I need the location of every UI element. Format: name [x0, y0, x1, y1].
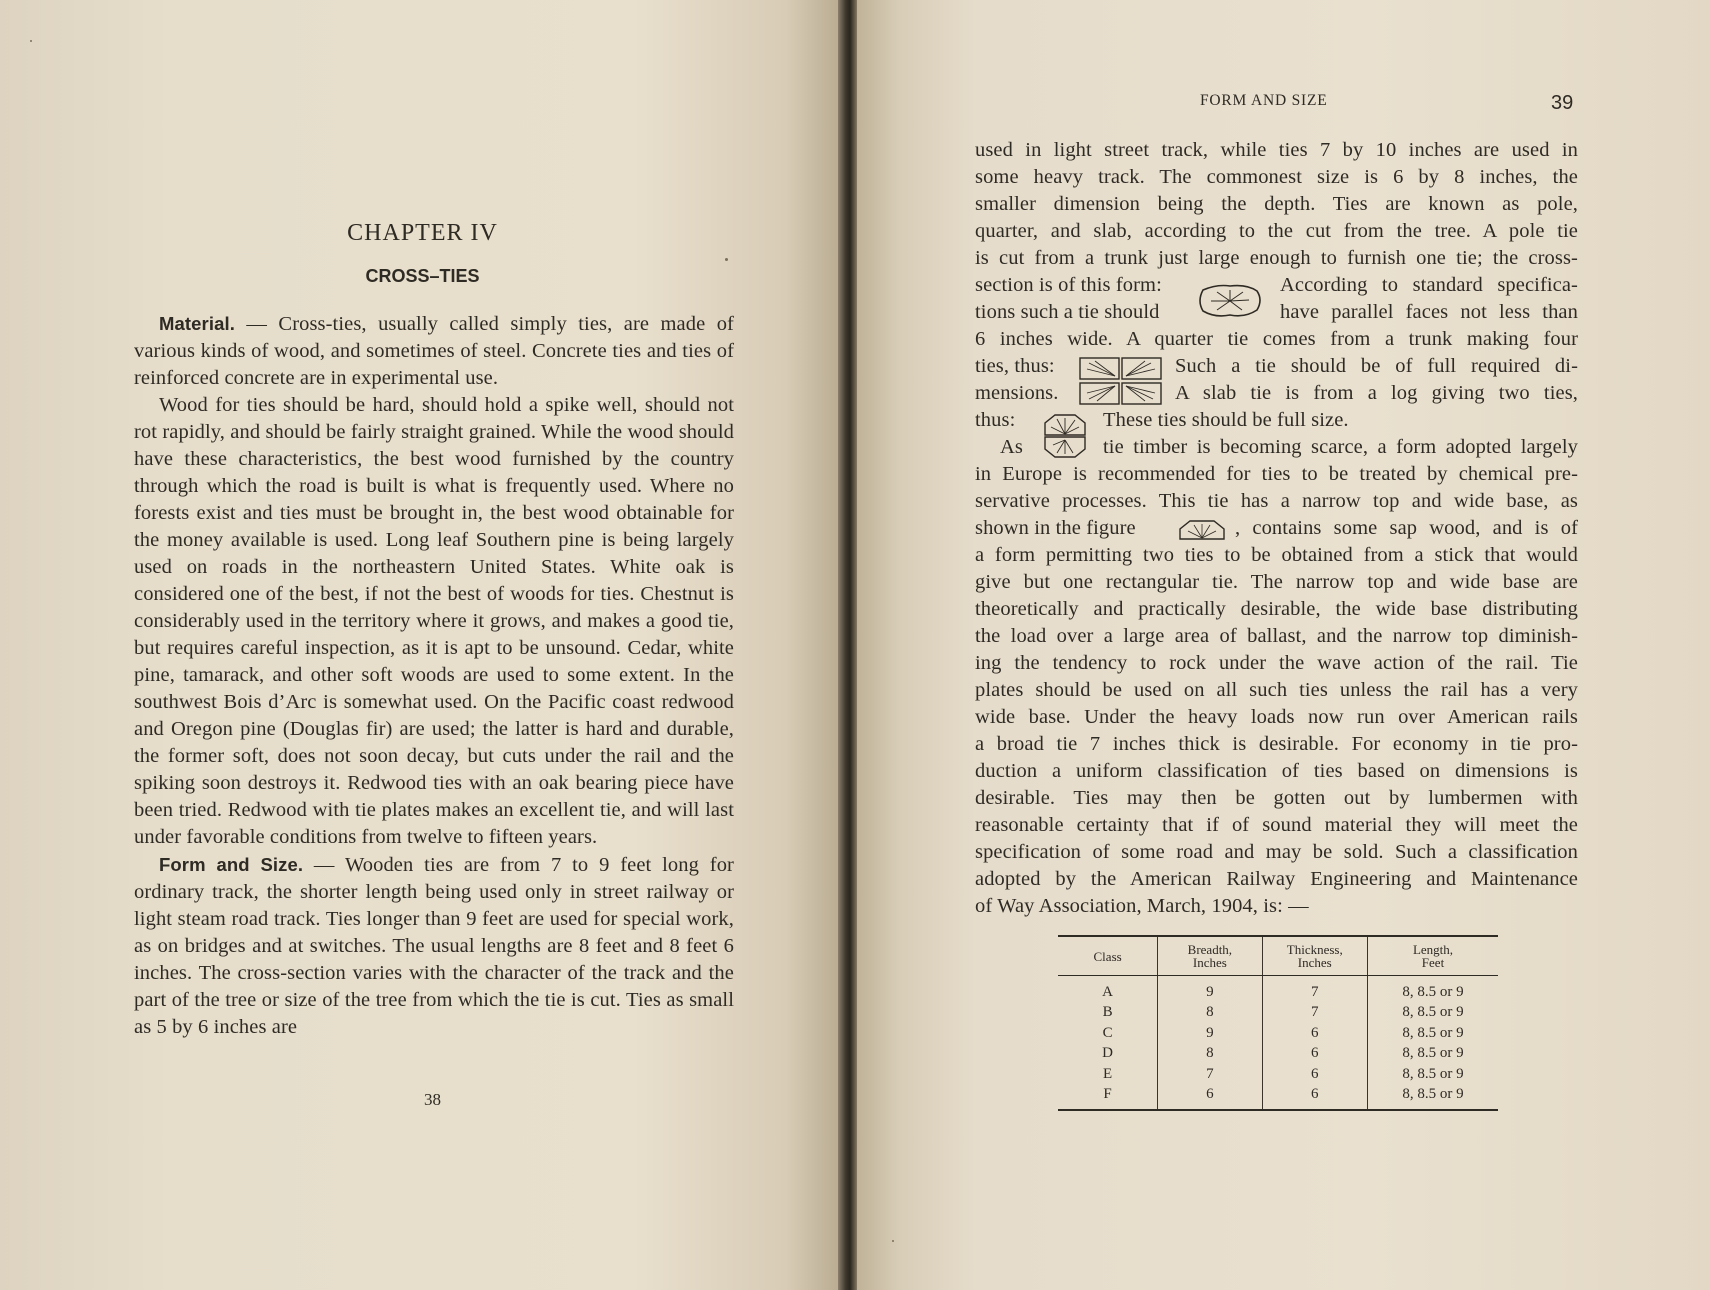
- text-line: some heavy track. The commonest size is 6 by 8 inches, the: [975, 166, 1578, 188]
- column-header-thickness: Thickness, Inches: [1262, 936, 1367, 976]
- right-body-text: [975, 137, 1578, 920]
- text-line: According to standard specifica-: [1280, 274, 1578, 296]
- cell-class: E: [1103, 1065, 1113, 1082]
- text-line: tie timber is becoming scarce, a form adopted largely: [1103, 436, 1578, 458]
- paragraph-wood: Wood for ties should be hard, should hold a spike well, should not rot rapidly, and should be fairly straight grained. While the wood should have these characteristics, the best wood furnished by the country through which the road is built is what is frequently used. Where no forests exist and ties must be brought in, the best wood obtainable for the money available is used. Long leaf Southern pine is being largely used on roads in the northeastern United States. White oak is considered one of the best, if not the best of woods for ties. Chestnut is considerably used in the territory where it grows, and makes a good tie, but requires careful inspection, as it is apt to be unsound. Cedar, white pine, tamarack, and other soft woods are used to some extent. In the southwest Bois d’Arc is somewhat used. On the Pacific coast redwood and Oregon pine (Douglas fir) are used; the latter is hard and durable, the former soft, does not soon decay, but cuts under the rail and the spiking soon destroys it. Redwood ties with an oak bearing piece have been tried. Redwood with tie plates makes an excellent tie, and will last under favorable conditions from twelve to fifteen years.: [134, 394, 734, 848]
- table-row: [1058, 1064, 1498, 1085]
- cell-breadth: 8: [1158, 1003, 1262, 1024]
- cell-class: B: [1102, 1004, 1113, 1021]
- running-head: FORM AND SIZE: [1200, 92, 1328, 109]
- quarter-tie-cross-section-icon: [1079, 357, 1163, 405]
- text-line: quarter, and slab, according to the cut from the tree. A pole tie: [975, 220, 1578, 242]
- table-row: [1058, 976, 1498, 1003]
- cell-length: 8, 8.5 or 9: [1367, 1044, 1498, 1065]
- paragraph-material: [134, 310, 734, 392]
- left-body-text: [134, 310, 734, 1041]
- quarter-tie-block: [975, 353, 1578, 407]
- table-row: [1058, 1023, 1498, 1044]
- paragraph-lead: Material.: [159, 313, 235, 334]
- column-header-breadth: Breadth, Inches: [1158, 936, 1262, 976]
- text-line: a form permitting two ties to be obtained from a stick that would: [975, 544, 1578, 566]
- text-line: adopted by the American Railway Engineering and Maintenance: [975, 868, 1578, 890]
- paragraph-form-and-size: [134, 851, 734, 1041]
- text-line: in Europe is recommended for ties to be treated by chemical pre-: [975, 463, 1578, 485]
- cell-length: 8, 8.5 or 9: [1367, 1085, 1498, 1111]
- text-line: duction a uniform classification of ties based on dimensions is: [975, 760, 1578, 782]
- chapter-title: CHAPTER IV: [347, 220, 498, 246]
- paragraph-lead: Form and Size.: [159, 854, 304, 875]
- text-line: the load over a large area of ballast, and the narrow top diminish-: [975, 625, 1578, 647]
- text-line: desirable. Ties may then be gotten out by lumbermen with: [975, 787, 1578, 809]
- text-line: , contains some sap wood, and is of: [1235, 517, 1578, 539]
- text-line: plates should be used on all such ties unless the rail has a very: [975, 679, 1578, 701]
- table-row: [1058, 1085, 1498, 1111]
- european-tie-line: [975, 515, 1578, 542]
- text-line: A slab tie is from a log giving two ties,: [1175, 382, 1578, 404]
- cell-breadth: 9: [1158, 1023, 1262, 1044]
- page-number-left: 38: [424, 1090, 441, 1109]
- column-header-class: Class: [1058, 936, 1158, 976]
- cell-class: A: [1102, 983, 1114, 1000]
- text-line: give but one rectangular tie. The narrow top and wide base are: [975, 571, 1578, 593]
- column-header-length: Length, Feet: [1367, 936, 1498, 976]
- cell-thickness: 7: [1262, 976, 1367, 1003]
- pole-tie-cross-section-icon: [1197, 282, 1263, 320]
- text-line: These ties should be full size.: [1103, 409, 1349, 431]
- slab-tie-cross-section-icon: [1043, 413, 1087, 459]
- cell-breadth: 6: [1158, 1085, 1262, 1111]
- text-line: As: [1000, 436, 1023, 458]
- cell-breadth: 8: [1158, 1044, 1262, 1065]
- text-line: a broad tie 7 inches thick is desirable. For economy in tie pro-: [975, 733, 1578, 755]
- text-line: shown in the figure: [975, 517, 1136, 539]
- text-line: ing the tendency to rock under the wave action of the rail. Tie: [975, 652, 1578, 674]
- text-line: theoretically and practically desirable, the wide base distributing: [975, 598, 1578, 620]
- text-line: section is of this form:: [975, 274, 1162, 296]
- text-line: reasonable certainty that if of sound material they will meet the: [975, 814, 1578, 836]
- chapter-subtitle: CROSS–TIES: [365, 266, 480, 286]
- table-row: [1058, 1003, 1498, 1024]
- text-line: Such a tie should be of full required di-: [1175, 355, 1578, 377]
- pole-tie-block: [975, 272, 1578, 326]
- text-line: is cut from a trunk just large enough to furnish one tie; the cross-: [975, 247, 1578, 269]
- cell-thickness: 6: [1262, 1064, 1367, 1085]
- cell-thickness: 7: [1262, 1003, 1367, 1024]
- cell-breadth: 7: [1158, 1064, 1262, 1085]
- cell-thickness: 6: [1262, 1085, 1367, 1111]
- cell-length: 8, 8.5 or 9: [1367, 1003, 1498, 1024]
- text-line: smaller dimension being the depth. Ties are known as pole,: [975, 193, 1578, 215]
- text-line: of Way Association, March, 1904, is: —: [975, 895, 1309, 917]
- paper-speck: [30, 40, 32, 42]
- cell-class: D: [1102, 1045, 1114, 1062]
- page-number-right: 39: [1551, 92, 1574, 114]
- cell-thickness: 6: [1262, 1023, 1367, 1044]
- text-line: wide base. Under the heavy loads now run over American rails: [975, 706, 1578, 728]
- cell-breadth: 9: [1158, 976, 1262, 1003]
- left-page: [0, 0, 845, 1290]
- cell-thickness: 6: [1262, 1044, 1367, 1065]
- paragraph-body: — Cross-ties, usually called simply ties, are made of various kinds of wood, and sometimes of steel. Concrete ties and ties of reinforced concrete are in experimental use.: [134, 313, 734, 389]
- paper-speck: [892, 1240, 894, 1242]
- text-line: tions such a tie should: [975, 301, 1160, 323]
- text-line: servative processes. This tie has a narrow top and wide base, as: [975, 490, 1578, 512]
- text-line: used in light street track, while ties 7 by 10 inches are used in: [975, 139, 1578, 161]
- slab-tie-block: [975, 407, 1578, 461]
- table-row: [1058, 1044, 1498, 1065]
- text-line: specification of some road and may be sold. Such a classification: [975, 841, 1578, 863]
- european-tie-cross-section-icon: [1178, 519, 1226, 541]
- cell-length: 8, 8.5 or 9: [1367, 1023, 1498, 1044]
- paper-speck: [725, 258, 728, 261]
- table-header-row: [1058, 936, 1498, 976]
- cell-length: 8, 8.5 or 9: [1367, 976, 1498, 1003]
- cell-class: F: [1058, 1085, 1158, 1111]
- paragraph-body: — Wooden ties are from 7 to 9 feet long for ordinary track, the shorter length being used only in street railway or light steam road track. Ties longer than 9 feet are used for special work, as on bridges and at switches. The usual lengths are 8 feet and 8 feet 6 inches. The cross-section varies with the character of the track and the part of the tree or size of the tree from which the tie is cut. Ties as small as 5 by 6 inches are: [134, 854, 734, 1038]
- cell-length: 8, 8.5 or 9: [1367, 1064, 1498, 1085]
- text-line: ties, thus:: [975, 355, 1055, 377]
- text-line: 6 inches wide. A quarter tie comes from a trunk making four: [975, 328, 1578, 350]
- text-line: thus:: [975, 409, 1016, 431]
- text-line: have parallel faces not less than: [1280, 301, 1578, 323]
- cell-class: C: [1102, 1024, 1113, 1041]
- tie-classification-table: [1058, 935, 1498, 1111]
- text-line: mensions.: [975, 382, 1059, 404]
